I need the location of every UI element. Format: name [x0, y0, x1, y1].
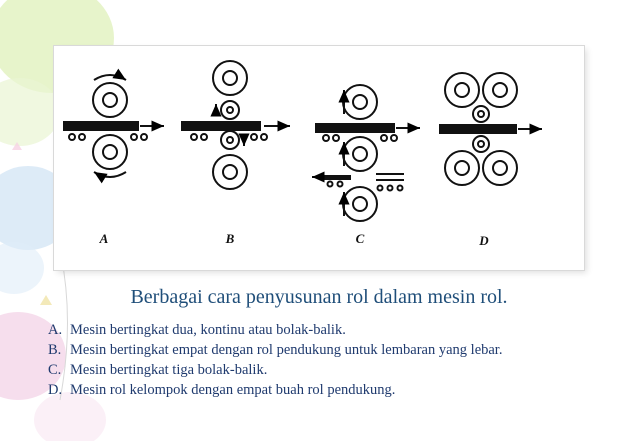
list-item — [48, 360, 502, 380]
list-item — [48, 320, 502, 340]
figure-label-a: A — [99, 231, 109, 246]
rolling-mill-figure — [54, 46, 584, 270]
mill-c-three-high — [312, 85, 420, 221]
figure-label-d: D — [479, 233, 489, 248]
list-item — [48, 340, 502, 360]
figure-label-b: B — [225, 231, 235, 246]
list-marker: D. — [48, 382, 63, 398]
figure-label-c: C — [355, 231, 365, 246]
list-marker: B. — [48, 342, 62, 358]
list-item — [48, 380, 502, 400]
list-text: Mesin bertingkat tiga bolak-balik. — [70, 362, 268, 378]
mill-d-cluster — [440, 73, 542, 185]
mill-b-four-high — [182, 61, 290, 189]
list-text: Mesin bertingkat dua, kontinu atau bolak-balik. — [70, 322, 346, 338]
list-text: Mesin rol kelompok dengan empat buah rol pendukung. — [70, 382, 396, 398]
list-text: Mesin bertingkat empat dengan rol pendukung untuk lembaran yang lebar. — [70, 342, 503, 358]
mill-type-list — [48, 320, 502, 400]
list-marker: C. — [48, 362, 62, 378]
list-marker: A. — [48, 322, 63, 338]
rolling-mill-diagram — [54, 46, 584, 270]
figure-caption: Berbagai cara penyusunan rol dalam mesin rol. — [130, 286, 508, 308]
mill-a-two-high — [64, 75, 164, 177]
